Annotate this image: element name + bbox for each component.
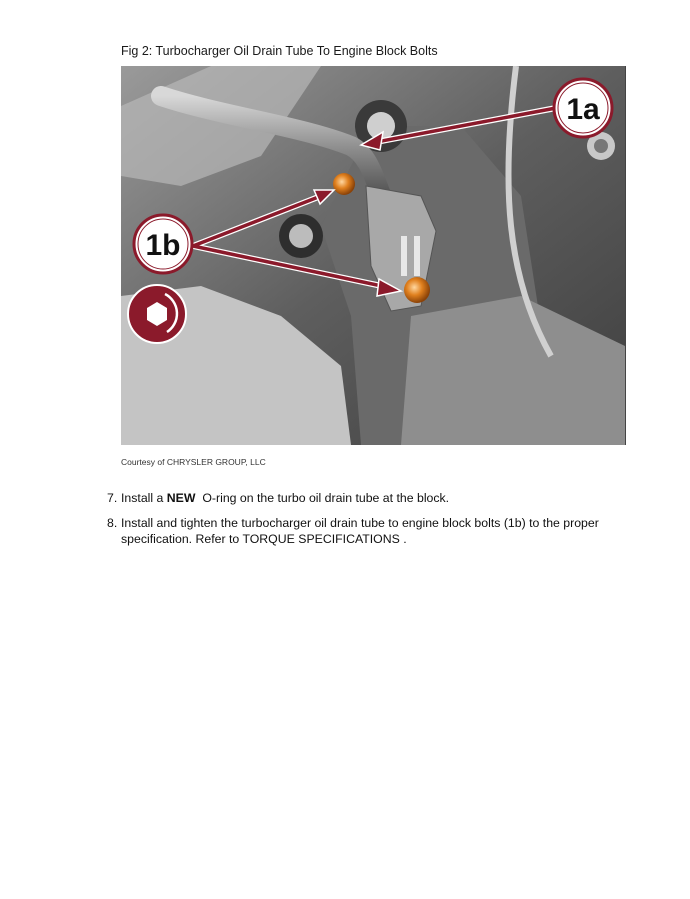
engine-illustration — [121, 66, 625, 445]
step-suffix: O-ring on the turbo oil drain tube at the block. — [195, 491, 450, 505]
step-number: 8. — [107, 516, 118, 530]
figure-title: Fig 2: Turbocharger Oil Drain Tube To Engine Block Bolts — [121, 44, 438, 58]
emphasis-new: NEW — [166, 491, 196, 505]
step-text — [121, 490, 449, 506]
callout-1b — [134, 215, 192, 273]
step-prefix: Install a — [121, 491, 167, 505]
step-8 — [107, 515, 627, 547]
image-credit: Courtesy of CHRYSLER GROUP, LLC — [121, 457, 266, 467]
step-7 — [107, 490, 627, 506]
torque-wrench-hex-icon — [128, 285, 186, 343]
bolt-upper — [333, 173, 355, 195]
svg-text:1a: 1a — [566, 93, 600, 126]
step-text: Install and tighten the turbocharger oil drain tube to engine block bolts (1b) to the proper specification. Refer to TORQUE SPECIFICATIONS . — [121, 516, 599, 546]
instruction-steps — [107, 490, 627, 556]
step-number: 7. — [107, 491, 118, 505]
callout-1a — [554, 79, 612, 137]
bolt-lower — [404, 277, 430, 303]
engine-figure-image — [121, 66, 626, 445]
svg-text:1b: 1b — [145, 229, 181, 262]
